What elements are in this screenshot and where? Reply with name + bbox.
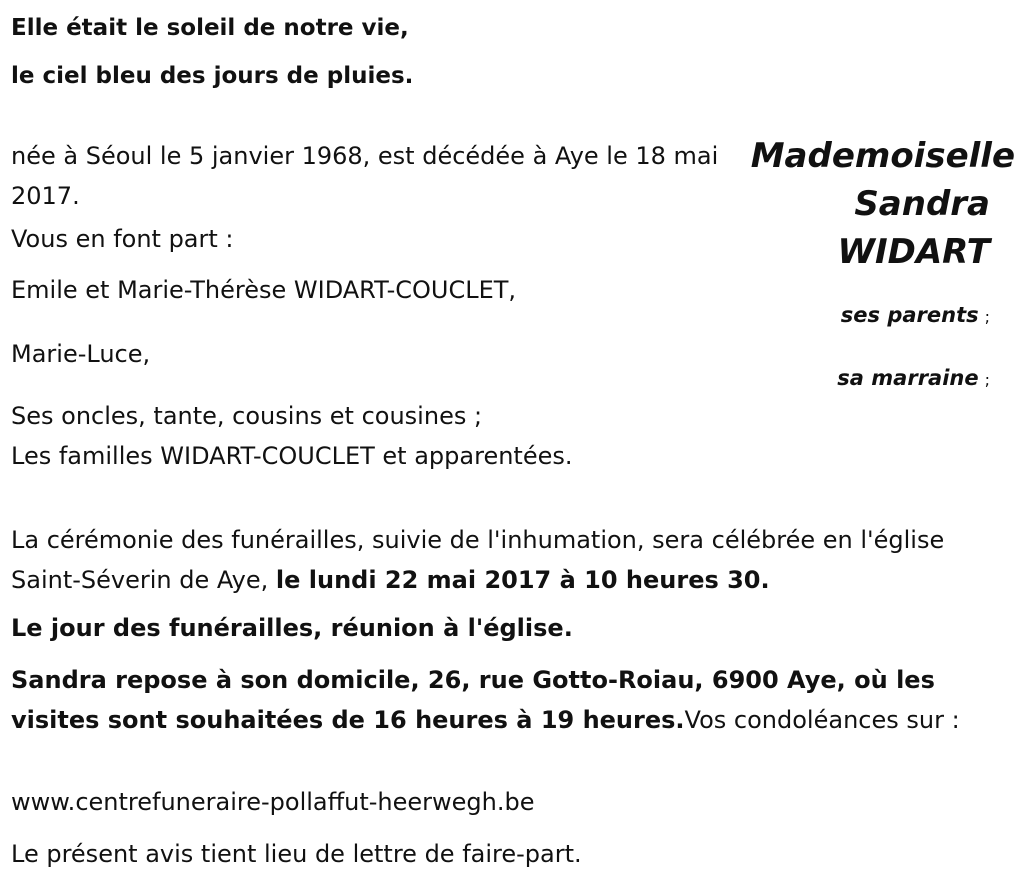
- ceremony-text: La cérémonie des funérailles, suivie de l'inhumation, sera célébrée en l'église Saint-Séverin de Aye,: [11, 526, 945, 594]
- deceased-last-name: WIDART: [837, 232, 990, 272]
- birth-death-text: née à Séoul le 5 janvier 1968, est décédée à Aye le 18 mai 2017.: [11, 142, 719, 210]
- family-godmother-name: Marie-Luce,: [11, 340, 151, 368]
- relation-godmother-label: sa marraine: [837, 366, 979, 390]
- visit-text: Sandra repose à son domicile, 26, rue Gotto-Roiau, 6900 Aye, où les visites sont souhaitées de 16 heures à 19 heures.: [11, 666, 935, 734]
- others-line-1: Ses oncles, tante, cousins et cousines ;: [11, 402, 483, 430]
- relation-parents-label: ses parents: [840, 303, 979, 327]
- ceremony-paragraph: [11, 520, 971, 600]
- announcement-intro: Vous en font part :: [11, 225, 234, 253]
- visit-paragraph: [11, 660, 1001, 740]
- relation-godmother: [837, 366, 990, 390]
- relation-parents: [841, 303, 990, 327]
- relation-godmother-sep: ;: [984, 370, 990, 389]
- deceased-title: Mademoiselle: [750, 136, 1015, 176]
- epigraph-line-2: le ciel bleu des jours de pluies.: [11, 63, 414, 89]
- meeting-text: Le jour des funérailles, réunion à l'église.: [11, 614, 573, 642]
- others-line-2: Les familles WIDART-COUCLET et apparentées.: [11, 442, 573, 470]
- family-parents-names: Emile et Marie-Thérèse WIDART-COUCLET,: [11, 276, 517, 304]
- relation-parents-sep: ;: [984, 307, 990, 326]
- condolences-text: Vos condoléances sur :: [684, 706, 960, 734]
- deceased-first-name: Sandra: [854, 184, 990, 224]
- ceremony-date: le lundi 22 mai 2017 à 10 heures 30.: [275, 566, 770, 594]
- epigraph-line-1: Elle était le soleil de notre vie,: [11, 15, 409, 41]
- closing-text: Le présent avis tient lieu de lettre de faire-part.: [11, 840, 582, 868]
- website-link[interactable]: www.centrefuneraire-pollaffut-heerwegh.be: [11, 788, 535, 816]
